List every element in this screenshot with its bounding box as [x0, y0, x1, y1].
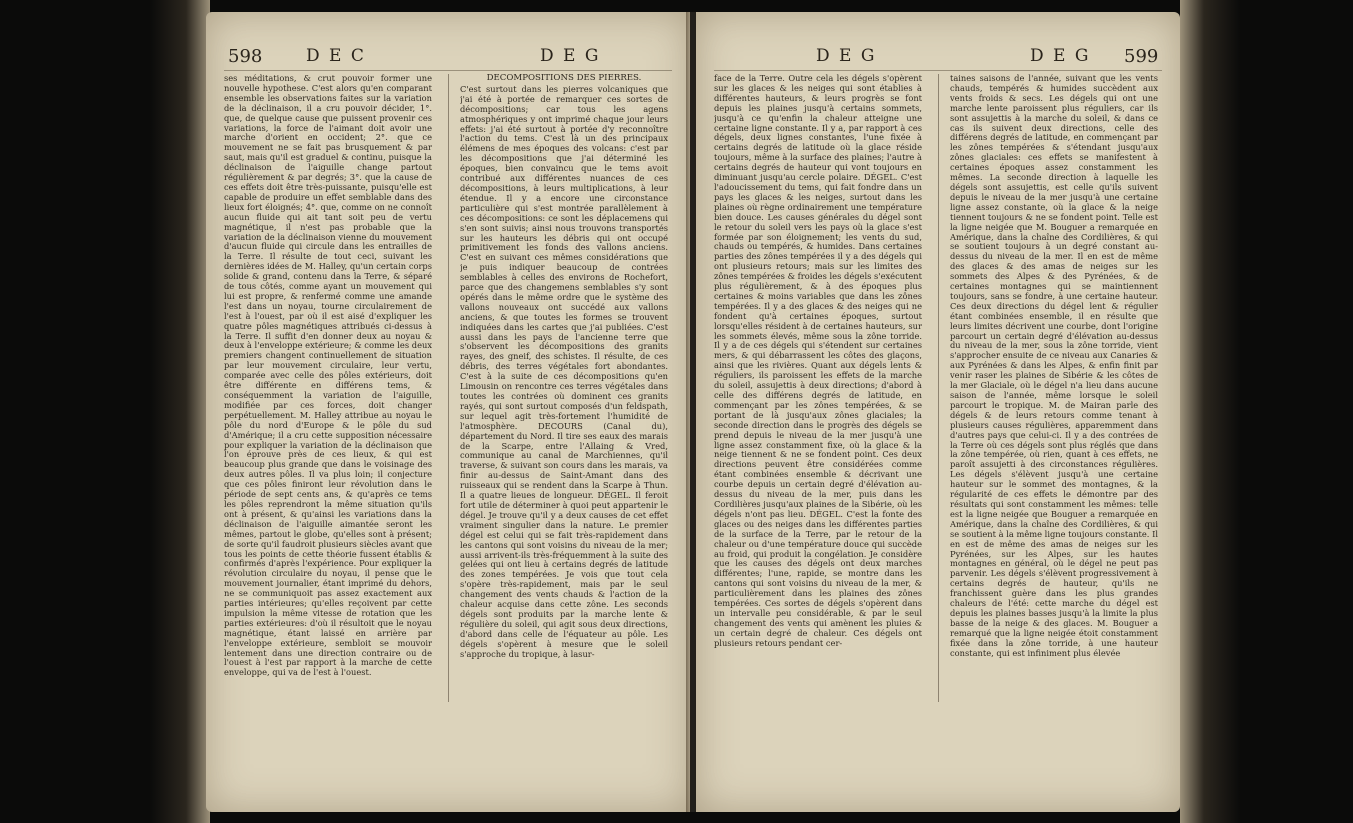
- section-body: C'est surtout dans les pierres volcaniques que j'ai été à portée de remarquer ces sortes de décompositions; car tous les agens atmosphériques y ont imprimé chaque jour leurs effets: j'ai été surtout à portée d'y reconnoître l'action du tems. C'est là un des principaux élémens de mes époques des volcans: c'est par les décompositions que j'ai déterminé les époques, bien convaincu que le tems avoit contribué aux différentes nuances de ces décompositions, à leurs multiplications, à leur étendue. Il y a encore une circonstance particulière qui s'est montrée parallèlement à ces décompositions: ce sont les déplacemens qui s'en sont suivis; ainsi nous trouvons transportés sur les hauteurs les débris qui ont occupé primitivement les fonds des vallons anciens. C'est en suivant ces mêmes considérations que je puis indiquer beaucoup de contrées semblables à celles des environs de Rochefort, parce que des changemens semblables s'y sont opérés dans le même ordre que le système des vallons nouveaux ont succédé aux vallons anciens, & que toutes les formes se trouvent indiquées dans les cartes que j'ai publiées. C'est aussi dans les pays de l'ancienne terre que s'observent les décompositions des granits rayes, des gneif, des schistes. Il résulte, de ces débris, des terres végétales fort abondantes. C'est à la suite de ces décompositions qu'en Limousin on rencontre ces terres végétales dans toutes les contrées où dominent ces granits rayés, qui sont surtout composés d'un feldspath, sur lequel agit très-fortement l'humidité de l'atmosphère. DECOURS (Canal du), département du Nord. Il tire ses eaux des marais de la Scarpe, entre l'Allaing & Vred, communique au canal de Marchiennes, qu'il traverse, & suivant son cours dans les marais, va finir au-dessus de Saint-Amant dans des ruisseaux qui se rendent dans la Scarpe à Thun. Il a quatre lieues de longueur. DÉGEL. Il feroit fort utile de déterminer à quoi peut appartenir le dégel. Je trouve qu'il y a deux causes de cet effet vraiment singulier dans la nature. Le premier dégel est celui qui se fait très-rapidement dans les cantons qui sont voisins du niveau de la mer; aussi arrivent-ils très-fréquemment à la suite des gelées qui ont lieu à certains degrés de latitude des zones tempérées. Je vois que tout cela s'opère très-rapidement, mais par le seul changement des vents chauds & l'action de la chaleur acquise dans cette zône. Les seconds dégels sont produits par la marche lente & régulière du soleil, qui agit sous deux directions, d'abord dans celle de l'équateur au pôle. Les dégels s'opèrent à mesure que le soleil s'approche du tropique, à lasur-: [460, 83, 668, 659]
- page-number: 598: [228, 46, 263, 67]
- page-number: 599: [1124, 46, 1159, 67]
- right-page: [696, 12, 1180, 812]
- section-heading: DÉCOMPOSITIONS DES PIERRES.: [486, 74, 642, 83]
- running-head-secondary: D E G: [1030, 46, 1091, 66]
- header-rule: [714, 70, 1162, 71]
- text-column-1: face de la Terre. Outre cela les dégels s'opèrent sur les glaces & les neiges qui sont établies à différentes hauteurs, & leurs progrès se font depuis les plaines jusqu'à certains sommets, jusqu'à ce qu'enfin la chaleur atteigne une certaine ligne constante. Il y a, par rapport à ces dégels, deux lignes constantes, l'une fixée à certains degrés de latitude où la glace réside toujours, même à la surface des plaines; l'autre à certains degrés de hauteur qui vont toujours en diminuant jusqu'au cercle polaire. DÉGEL. C'est l'adoucissement du tems, qui fait fondre dans un pays les glaces & les neiges, surtout dans les plaines où règne ordinairement une température bien douce. Les causes générales du dégel sont le retour du soleil vers les pays où la glace s'est formée par son éloignement; les vents du sud, chauds ou tempérés, & humides. Dans certaines parties des zônes tempérées il y a des dégels qui ont plusieurs retours; mais sur les limites des zônes tempérées & froides les dégels s'exécutent plus régulièrement, & à des époques plus certaines & moins variables que dans les zônes tempérées. Il y a des glaces & des neiges qui ne fondent qu'à certaines époques, surtout lorsqu'elles résident à de certaines hauteurs, sur les sommets élevés, même sous la zône torride. Il y a de ces dégels qui s'étendent sur certaines mers, & qui débarrassent les côtes des glaçons, ainsi que les rivières. Quant aux dégels lents & réguliers, ils paroissent les effets de la marche du soleil, assujettis à deux directions; d'abord à celle des différens degrés de latitude, en commençant par les zônes tempérées, & se portant de là jusqu'aux zônes glaciales; la seconde direction dans le progrès des dégels se prend depuis le niveau de la mer jusqu'à une ligne assez constamment fixe, où la glace & la neige tiennent & ne se fondent point. Ces deux directions peuvent être considérées comme étant combinées ensemble & décrivant une courbe depuis un certain degré d'élévation au-dessus du niveau de la mer, puis dans les Cordilières jusqu'aux plaines de la Sibérie, où les dégels n'ont pas lieu. DÉGEL. C'est la fonte des glaces ou des neiges dans les différentes parties de la surface de la Terre, par le retour de la chaleur ou d'une température douce qui succède au froid, qui produit la congélation. Je considère que les causes des dégels ont deux marches différentes; l'une, rapide, se montre dans les cantons qui sont voisins du niveau de la mer, & particulièrement dans les plaines des zônes tempérées. Ces sortes de dégels s'opèrent dans un intervalle peu considérable, & par le seul changement des vents qui amènent les pluies & un certain degré de chaleur. Ces dégels ont plusieurs retours pendant cer-: [714, 74, 922, 648]
- column-divider: [938, 74, 939, 702]
- running-head-secondary: D E G: [540, 46, 601, 66]
- text-column-1: ses méditations, & crut pouvoir former une nouvelle hypothese. C'est alors qu'en comparant ensemble les observations faites sur la variation de la déclinaison, il a cru pouvoir décider, 1°. que, de quelque cause que puissent provenir ces variations, la force de l'aimant doit avoir une marche d'orient en occident; 2°. que ce mouvement ne se fait pas brusquement & par saut, mais qu'il est graduel & continu, puisque la déclinaison de l'aiguille change partout régulièrement & par degrés; 3°. que la cause de ces effets doit être très-puissante, puisqu'elle est capable de produire un effet semblable dans des lieux fort éloignés; 4°. que, comme on ne connoît aucun fluide qui ait tant soit peu de vertu magnétique, il n'est pas probable que la variation de la déclinaison vienne du mouvement d'aucun fluide qui circule dans les entrailles de la Terre. Il résulte de tout ceci, suivant les dernières idées de M. Halley, qu'un certain corps solide & grand, contenu dans la Terre, & séparé de tous côtés, comme ayant un mouvement qui lui est propre, & renfermé comme une amande l'est dans un noyau, tourne circulairement de l'est à l'ouest, par où il est aisé d'expliquer les quatre pôles magnétiques attribués ci-dessus à la Terre. Il suffit d'en donner deux au noyau & deux à l'enveloppe extérieure; & comme les deux premiers changent continuellement de situation par leur mouvement circulaire, leur vertu, comparée avec celle des pôles extérieurs, doit être différente en différens tems, & conséquemment la variation de l'aiguille, modifiée par ces forces, doit changer perpétuellement. M. Halley attribue au noyau le pôle du nord d'Europe & le pôle du sud d'Amérique; il a cru cette supposition nécessaire pour expliquer la variation de la déclinaison que l'on éprouve près de ces lieux, & qui est beaucoup plus grande que dans le voisinage des deux autres pôles. Il va plus loin; il conjecture que ces pôles finiront leur révolution dans le période de sept cents ans, & qu'après ce tems les pôles reprendront la même situation qu'ils ont à présent, & qu'ainsi les variations dans la déclinaison de l'aiguille aimantée seront les mêmes, partout le globe, qu'elles sont à présent; de sorte qu'il faudroit plusieurs siècles avant que tous les points de cette théorie fussent établis & confirmés d'après l'expérience. Pour expliquer la révolution circulaire du noyau, il pense que le mouvement journalier, étant imprimé du dehors, ne se communiquoit pas assez exactement aux parties intérieures; qu'elles reçoivent par cette impulsion la même vitesse de rotation que les parties extérieures: d'où il résultoit que le noyau magnétique, étant laissé en arrière par l'enveloppe extérieure, sembloit se mouvoir lentement dans une direction contraire ou de l'ouest à l'est par rapport à la marche de cette enveloppe, qui va de l'est à l'ouest.: [224, 74, 432, 678]
- header-rule: [224, 70, 672, 71]
- running-head: D E C: [306, 46, 366, 66]
- text-column-2: taines saisons de l'année, suivant que les vents chauds, tempérés & humides succèdent aux vents froids & secs. Les dégels qui ont une marche lente paroissent plus réguliers, car ils sont assujettis à la marche du soleil, & dans ce cas ils suivent deux directions, celle des différens degrés de latitude, en commençant par les zônes tempérées & s'étendant jusqu'aux zônes glaciales: ces effets se manifestent à certaines époques assez constamment les mêmes. La seconde direction à laquelle les dégels sont assujettis, est celle qu'ils suivent depuis le niveau de la mer jusqu'à une certaine ligne assez constante, où la glace & la neige tiennent toujours & ne se fondent point. Telle est la ligne neigée que M. Bouguer a remarquée en Amérique, dans la chaîne des Cordilières, & qui se soutient toujours à un degré constant au-dessus du niveau de la mer. Il en est de même des glaces & des amas de neiges sur les sommets des Alpes & des Pyrénées, & de certaines montagnes qui se maintiennent toujours, sans se fondre, à une certaine hauteur. Ces deux directions du dégel lent & régulier étant combinées ensemble, il en résulte que leurs limites décrivent une courbe, dont l'origine parcourt un certain degré d'élévation au-dessus du niveau de la mer, sous la zône torride, vient s'approcher ensuite de ce niveau aux Canaries & aux Pyrénées & dans les Alpes, & enfin finit par venir raser les plaines de Sibérie & les côtes de la mer Glaciale, où le dégel n'a lieu dans aucune saison de l'année, même lorsque le soleil parcourt le tropique. M. de Mairan parle des dégels & de leurs retours comme tenant à plusieurs causes régulières, apparemment dans d'autres pays que celui-ci. Il y a des contrées de la Terre où ces dégels sont plus réglés que dans la zône tempérée, où rien, quant à ces effets, ne paroît assujetti à des circonstances régulières. Les dégels s'élèvent jusqu'à une certaine hauteur sur le sommet des montagnes, & la régularité de ces effets le démontre par des résultats qui sont constamment les mêmes: telle est la ligne neigée que Bouguer a remarquée en Amérique, dans la chaîne des Cordilières, & qui se soutient à la même ligne toujours constante. Il en est de même des amas de neiges sur les Pyrénées, sur les Alpes, sur les hautes montagnes en général, où le dégel ne peut pas parvenir. Les dégels s'élèvent progressivement à certains degrés de hauteur, qu'ils ne franchissent guère dans les plus grandes chaleurs de l'été: cette marche du dégel est depuis les plaines basses jusqu'à la limite la plus basse de la neige & des glaces. M. Bouguer a remarqué que la ligne neigée étoit constamment fixée dans la zône torride, à une hauteur constante, qui est infiniment plus élevée: [950, 74, 1158, 658]
- left-page: [206, 12, 690, 812]
- column-divider: [448, 74, 449, 702]
- running-head: D E G: [816, 46, 877, 66]
- book-edge-right: [1180, 0, 1240, 823]
- text-column-2: [460, 74, 668, 714]
- book-edge-left: [150, 0, 210, 823]
